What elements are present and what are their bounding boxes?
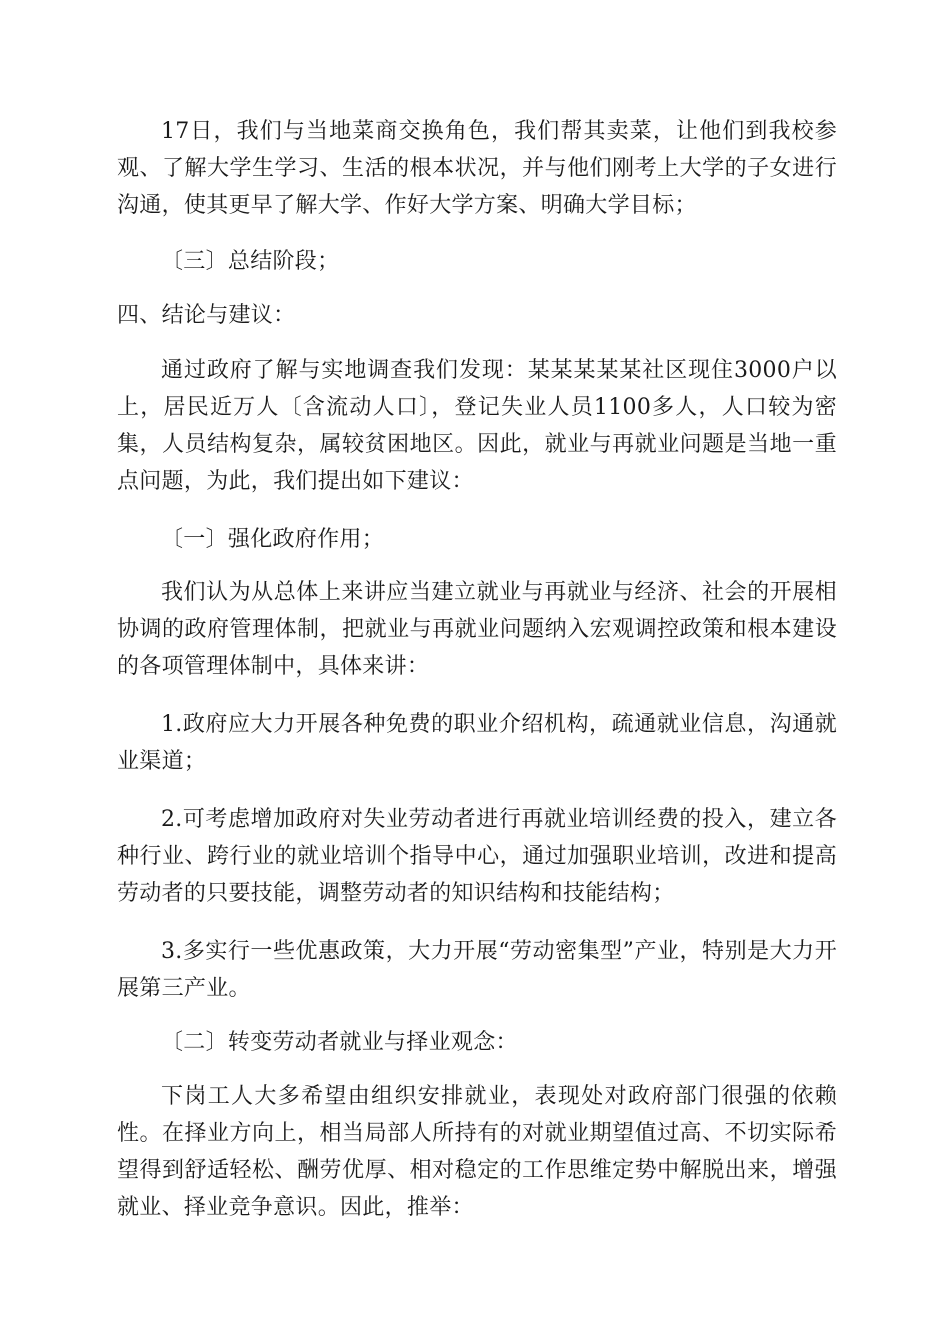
paragraph-management-system: 我们认为从总体上来讲应当建立就业与再就业与经济、社会的开展相协调的政府管理体制，把就业与再就业问题纳入宏观调控政策和根本建设的各项管理体制中，具体来讲： (117, 580, 837, 679)
list-item-2: 2.可考虑增加政府对失业劳动者进行再就业培训经费的投入，建立各种行业、跨行业的就业培训个指导中心，通过加强职业培训，改进和提高劳动者的只要技能，调整劳动者的知识结构和技能结构； (117, 807, 837, 906)
subheading-summary-stage: 〔三〕总结阶段； (161, 249, 340, 274)
list-item-3: 3.多实行一些优惠政策，大力开展“劳动密集型”产业，特别是大力开展第三产业。 (117, 939, 837, 1001)
paragraph-laid-off-workers: 下岗工人大多希望由组织安排就业，表现处对政府部门很强的依赖性。在择业方向上，相当局部人所持有的对就业期望值过高、不切实际希望得到舒适轻松、酬劳优厚、相对稳定的工作思维定势中解脱出来，增强就业、择业竞争意识。因此，推举： (117, 1084, 837, 1220)
paragraph-survey-findings: 通过政府了解与实地调查我们发现：某某某某某社区现住3000户以上，居民近万人〔含流动人口〕，登记失业人员1100多人，人口较为密集，人员结构复杂，属较贫困地区。因此，就业与再就业问题是当地一重点问题，为此，我们提出如下建议： (117, 358, 837, 494)
subheading-strengthen-government: 〔一〕强化政府作用； (161, 527, 385, 552)
subheading-change-attitudes: 〔二〕转变劳动者就业与择业观念： (161, 1030, 518, 1055)
list-item-1: 1.政府应大力开展各种免费的职业介绍机构，疏通就业信息，沟通就业渠道； (117, 712, 837, 774)
paragraph-role-exchange: 17日，我们与当地菜商交换角色，我们帮其卖菜，让他们到我校参观、了解大学生学习、生活的根本状况，并与他们刚考上大学的子女进行沟通，使其更早了解大学、作好大学方案、明确大学目标； (117, 119, 837, 218)
section-heading-conclusions: 四、结论与建议： (117, 303, 296, 328)
